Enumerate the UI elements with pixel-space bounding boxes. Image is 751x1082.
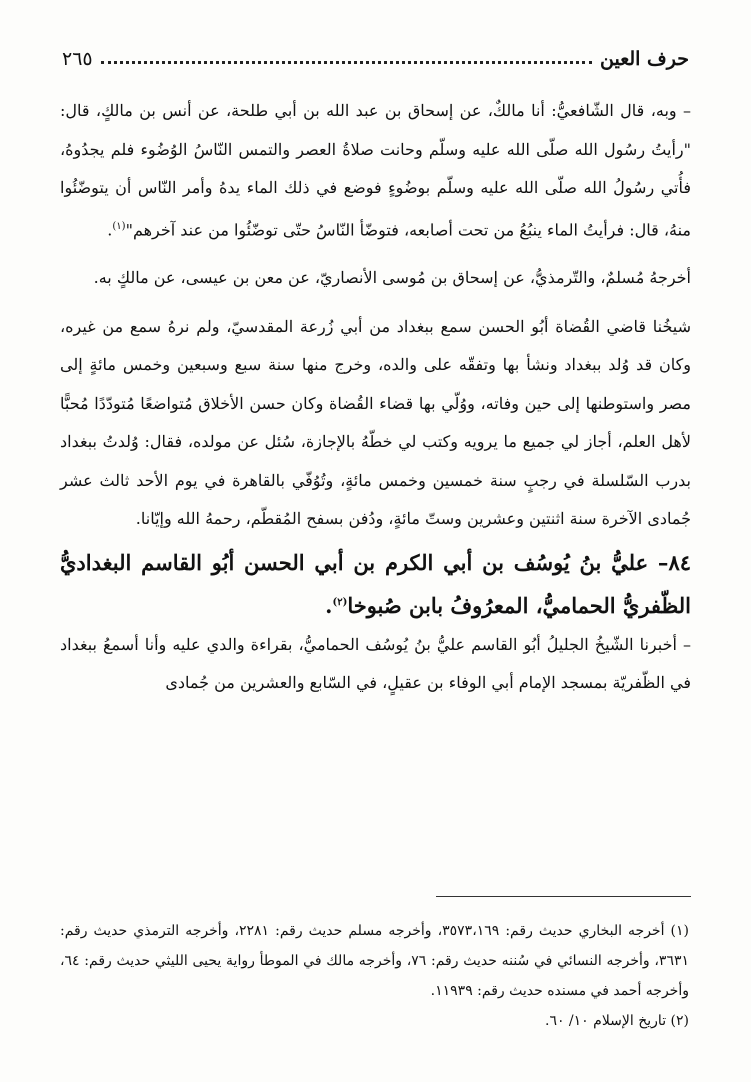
running-header [62, 40, 689, 70]
biography-paragraph: شيخُنا قاضي القُضاة أبُو الحسن سمع ببغداد من أبي زُرعة المقدسيّ، ولم نرهُ سمع من غيره، وكان قد وُلد ببغداد ونشأ بها وتفقّه على والده، وخرج منها سنة سبع وسبعين وخمس مائةٍ إلى مصر واستوطنها إلى حين وفاته، ووُلّي بها قضاء القُضاة وكان حسن الأخلاق مُتواضعًا مُتودّدًا مُحبًّا لأهل العلم، أجاز لي جميع ما يرويه وكتب لي خطّهُ بالإجازة، سُئل عن مولده، فقال: وُلدتُ ببغداد بدرب السّلسلة في رجبٍ سنة خمسين وخمس مائةٍ، وتُوُفّي بالقاهرة في يوم الأحد ثالث عشر جُمادى الآخرة سنة اثنتين وعشرين وستّ مائةٍ، ودُفن بسفح المُقطّم، رحمهُ الله وإيّانا. [60, 316, 691, 529]
footnote-2: (٢) تاريخ الإسلام ١٠/ ٦٠. [544, 1013, 689, 1029]
hadith-paragraph: – وبه، قال الشّافعيُّ: أنا مالكٌ، عن إسحاق بن عبد الله بن أبي طلحة، عن أنس بن مالكٍ، قال: "رأيتُ رسُول الله صلّى الله عليه وسلّم وحانت صلاةُ العصر والتمس النّاسُ الوُضُوء فلم يجدُوهُ، فأُتي رسُولُ الله صلّى الله عليه وسلّم بوضُوءٍ فوضع في ذلك الماء يدهُ وأمر النّاس أن يتوضّئُوا منهُ، قال: فرأيتُ الماء ينبُعُ من تحت أصابعه، فتوضّأ النّاسُ حتّى توضّئُوا من عند آخرهم"$^{(١)}$. [60, 101, 691, 239]
footnotes [60, 916, 689, 1036]
footnote-ref-2: (٢) [332, 596, 348, 608]
entry-heading-text: ٨٤– عليُّ بنُ يُوسُف بن أبي الكرم بن أبي الحسن أبُو القاسم البغداديُّ الظّفريُّ الحماميُّ، المعرُوفُ بابن صُبوخا [60, 549, 691, 618]
page-number: ٢٦٥ [62, 48, 93, 70]
main-text [60, 92, 691, 703]
entry-heading: ٨٤– عليُّ بنُ يُوسُف بن أبي الكرم بن أبي الحسن أبُو القاسم البغداديُّ الظّفريُّ الحماميُّ، المعرُوفُ بابن صُبوخا$^{(٢)}$. [60, 549, 691, 618]
leader-dots [101, 61, 592, 64]
takhrij-paragraph: أخرجهُ مُسلمٌ، والتّرمذيُّ، عن إسحاق بن مُوسى الأنصاريّ، عن معن بن عيسى، عن مالكٍ به. [93, 268, 691, 288]
footnote-ref-1: (١) [112, 220, 126, 232]
chapter-title: حرف العين [600, 48, 689, 70]
hadith-text: – وبه، قال الشّافعيُّ: أنا مالكٌ، عن إسحاق بن عبد الله بن أبي طلحة، عن أنس بن مالكٍ، قال: "رأيتُ رسُول الله صلّى الله عليه وسلّم وحانت صلاةُ العصر والتمس النّاسُ الوُضُوء فلم يجدُوهُ، فأُتي رسُولُ الله صلّى الله عليه وسلّم بوضُوءٍ فوضع في ذلك الماء يدهُ وأمر النّاس أن يتوضّئُوا منهُ، قال: فرأيتُ الماء ينبُعُ من تحت أصابعه، فتوضّأ النّاسُ حتّى توضّئُوا من عند آخرهم" [60, 101, 691, 239]
narration-paragraph: – أخبرنا الشّيخُ الجليلُ أبُو القاسم عليُّ بنُ يُوسُف الحماميُّ، بقراءة والدي عليه وأنا أسمعُ ببغداد في الظّفريّة بمسجد الإمام أبي الوفاء بن عقيلٍ، في السّابع والعشرين من جُمادى [60, 634, 691, 693]
footnote-1: (١) أخرجه البخاري حديث رقم: ٣٥٧٣،١٦٩، وأخرجه مسلم حديث رقم: ٢٢٨١، وأخرجه الترمذي حديث رقم: ٣٦٣١، وأخرجه النسائي في سُننه حديث رقم: ٧٦، وأخرجه مالك في الموطأ رواية يحيى الليثي حديث رقم: ٦٤، وأخرجه أحمد في مسنده حديث رقم: ١١٩٣٩. [60, 923, 689, 999]
footnote-divider [436, 896, 691, 897]
